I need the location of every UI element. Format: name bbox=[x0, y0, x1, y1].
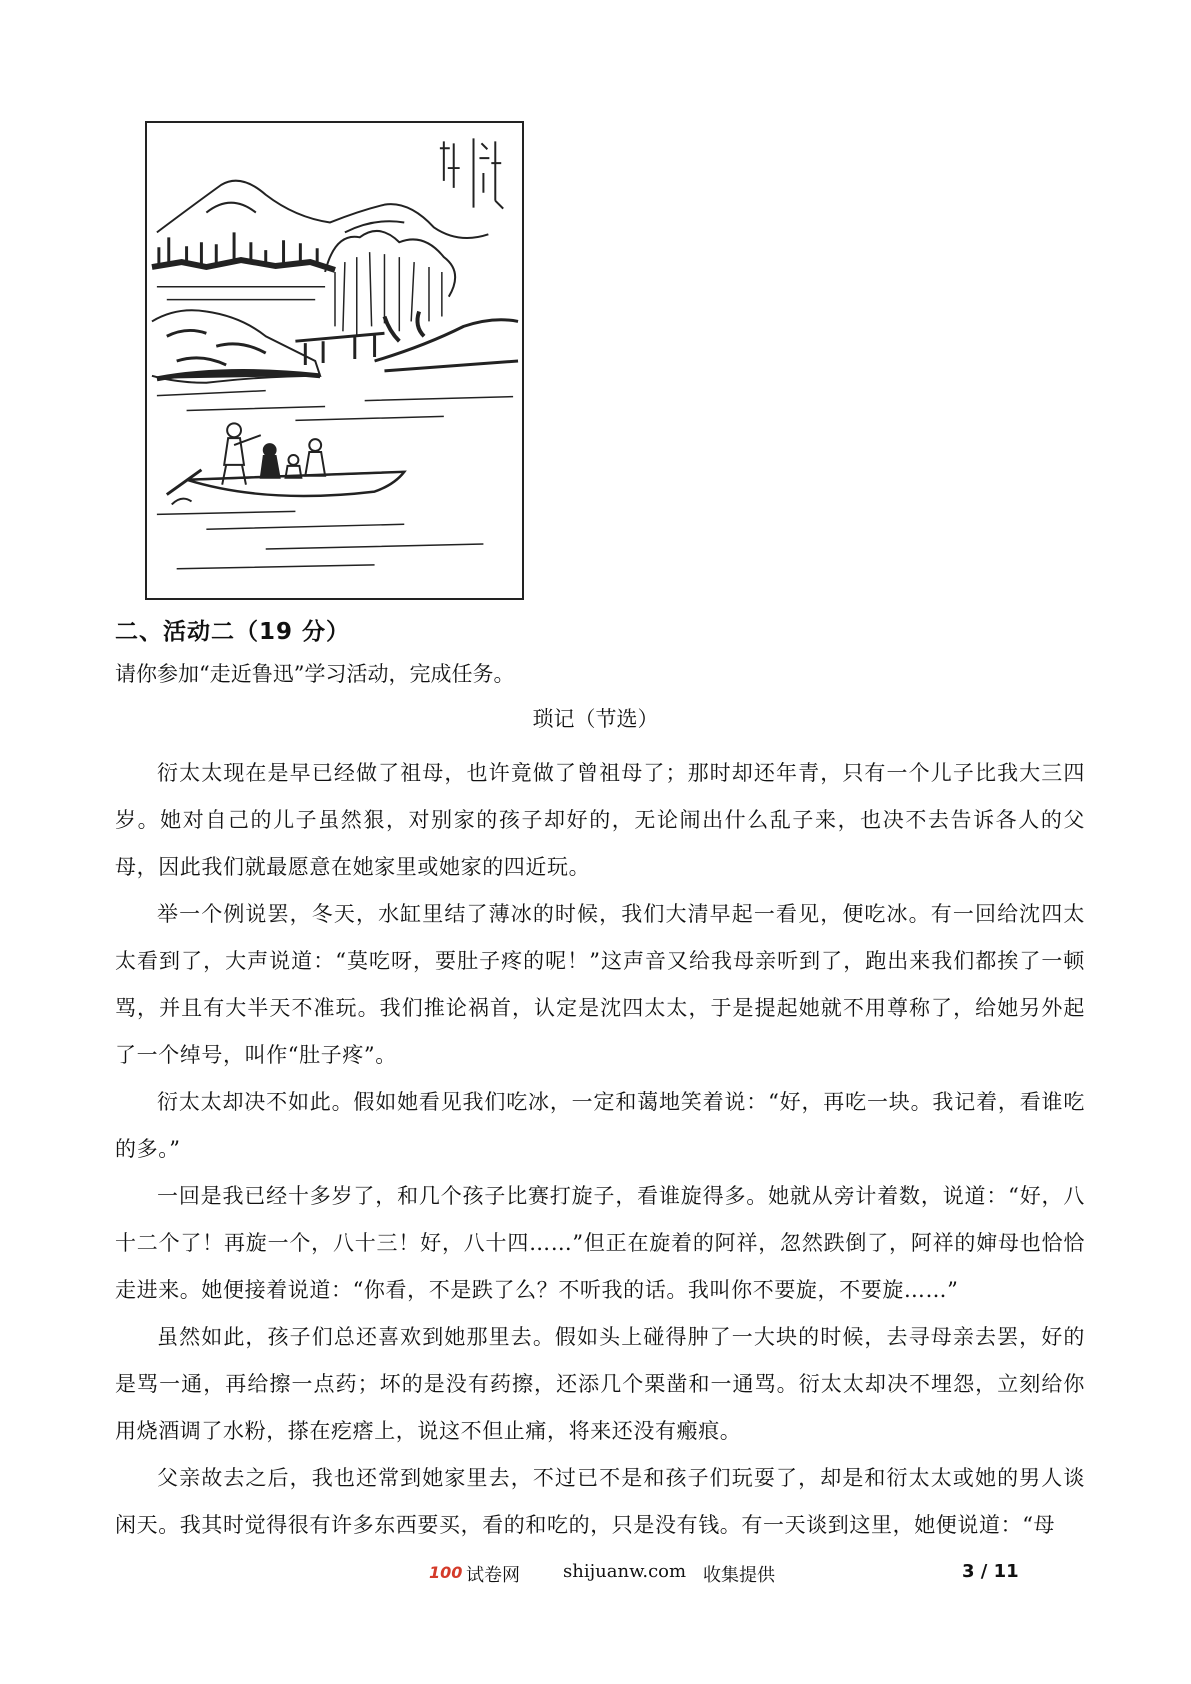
landscape-illustration bbox=[145, 121, 524, 600]
paragraph: 举一个例说罢，冬天，水缸里结了薄冰的时候，我们大清早起一看见，便吃冰。有一回给沈四太太看到了，大声说道：“莫吃呀，要肚子疼的呢！”这声音又给我母亲听到了，跑出来我们都挨了一顿骂，并且有大半天不准玩。我们推论祸首，认定是沈四太太，于是提起她就不用尊称了，给她另外起了一个绰号，叫作“肚子疼”。 bbox=[115, 902, 1085, 1067]
site-url[interactable]: shijuanw.com bbox=[563, 1561, 687, 1582]
site-logo: 100 bbox=[429, 1563, 463, 1582]
paragraph: 父亲故去之后，我也还常到她家里去，不过已不是和孩子们玩耍了，却是和衍太太或她的男人谈闲天。我其时觉得很有许多东西要买，看的和吃的，只是没有钱。有一天谈到这里，她便说道：“母 bbox=[115, 1466, 1085, 1537]
section-intro: 请你参加“走近鲁迅”学习活动，完成任务。 bbox=[115, 662, 515, 686]
paragraph: 虽然如此，孩子们总还喜欢到她那里去。假如头上碰得肿了一大块的时候，去寻母亲去罢，好的是骂一通，再给擦一点药；坏的是没有药擦，还添几个栗凿和一通骂。衍太太却决不埋怨，立刻给你用烧酒调了水粉，搽在疙瘩上，说这不但止痛，将来还没有瘢痕。 bbox=[115, 1325, 1085, 1443]
paragraph: 衍太太却决不如此。假如她看见我们吃冰，一定和蔼地笑着说：“好，再吃一块。我记着，看谁吃的多。” bbox=[115, 1090, 1085, 1161]
site-name: 试卷网 bbox=[466, 1565, 520, 1586]
page-footer bbox=[0, 1561, 1191, 1591]
paragraph: 一回是我已经十多岁了，和几个孩子比赛打旋子，看谁旋得多。她就从旁计着数，说道：“好，八十二个了！再旋一个，八十三！好，八十四……”但正在旋着的阿祥，忽然跌倒了，阿祥的婶母也恰恰走进来。她便接着说道：“你看，不是跌了么？不听我的话。我叫你不要旋，不要旋……” bbox=[115, 1184, 1085, 1302]
passage-title: 琐记（节选） bbox=[532, 707, 659, 731]
page-number: 3 / 11 bbox=[962, 1561, 1019, 1582]
passage-body bbox=[115, 750, 1085, 1549]
provided-by-text: 收集提供 bbox=[703, 1565, 775, 1586]
paragraph: 衍太太现在是早已经做了祖母，也许竟做了曾祖母了；那时却还年青，只有一个儿子比我大三四岁。她对自己的儿子虽然狠，对别家的孩子却好的，无论闹出什么乱子来，也决不去告诉各人的父母，因此我们就最愿意在她家里或她家的四近玩。 bbox=[115, 761, 1085, 879]
section-heading: 二、活动二（19 分） bbox=[115, 619, 351, 645]
